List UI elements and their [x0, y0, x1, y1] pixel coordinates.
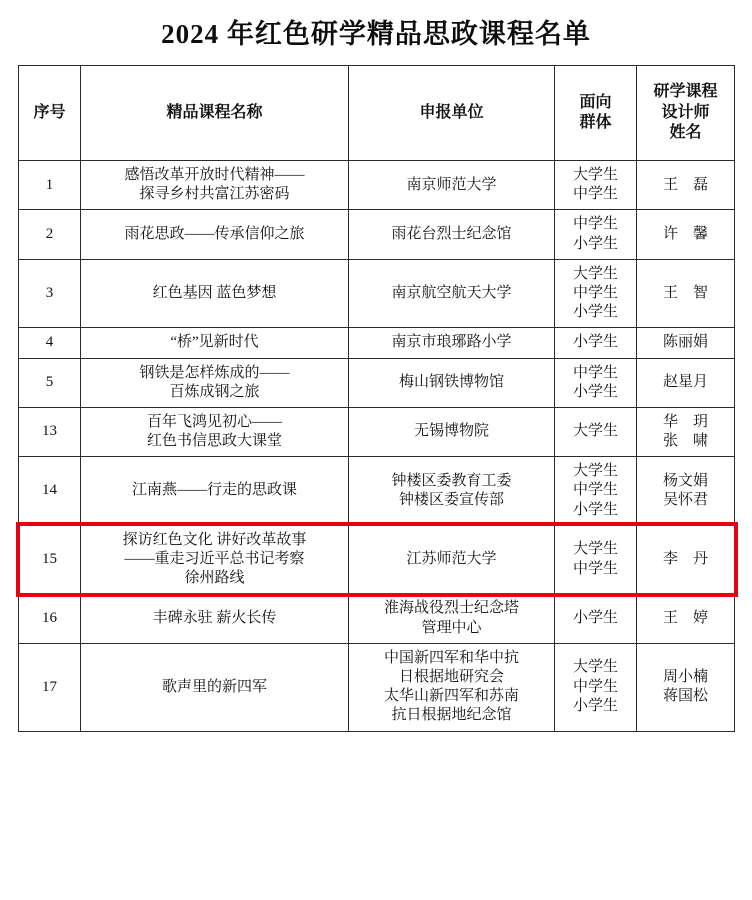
target-group-line-1: 大学生: [572, 167, 618, 183]
cell-course-name: [81, 259, 349, 328]
cell-applicant-unit: [349, 259, 555, 328]
designer-name-line-1: 王 智: [662, 284, 708, 301]
column-header-applicant-unit-line: 申报单位: [419, 103, 484, 121]
target-group-line-1: 小学生: [572, 609, 618, 626]
target-group-line-3: 小学生: [572, 697, 618, 714]
target-group-line-2: 中学生: [572, 482, 618, 499]
table-row: [19, 643, 735, 731]
applicant-unit-line-2: 钟楼区委宣传部: [398, 492, 504, 509]
designer-name-line-2: 吴怀君: [662, 492, 708, 509]
table-row: [19, 525, 735, 594]
cell-designer-name: [637, 643, 735, 731]
course-name-line-1: 探访红色文化 讲好改革故事: [122, 531, 307, 548]
table-row: [19, 594, 735, 643]
cell-serial-number: 13: [19, 407, 81, 456]
cell-applicant-unit: [349, 161, 555, 210]
column-header-no: [19, 66, 81, 161]
designer-name-line-2: 张 啸: [662, 433, 708, 450]
applicant-unit-line-2: 管理中心: [421, 619, 482, 636]
column-header-designer: [637, 66, 735, 161]
column-header-designer-line-3: 姓名: [669, 124, 702, 142]
cell-applicant-unit: [349, 210, 555, 259]
cell-designer-name: [637, 161, 735, 210]
designer-name-line-1: 杨文娟: [662, 472, 708, 489]
table-row: [19, 210, 735, 259]
cell-serial-number: 4: [19, 328, 81, 358]
table-row: [19, 328, 735, 358]
cell-designer-name: [637, 594, 735, 643]
cell-designer-name: [637, 210, 735, 259]
course-list-table: [18, 65, 735, 732]
column-header-target-group-line-2: 群体: [579, 114, 612, 131]
cell-applicant-unit: [349, 358, 555, 407]
page-title: 2024 年红色研学精品思政课程名单: [161, 19, 591, 49]
course-name-line-1: 感悟改革开放时代精神——: [124, 167, 305, 183]
target-group-line-2: 中学生: [572, 560, 618, 577]
course-name-line-1: 雨花思政——传承信仰之旅: [124, 225, 305, 242]
column-header-target-group: [555, 66, 637, 161]
cell-target-group: [555, 407, 637, 456]
column-header-target-group-line-1: 面向: [579, 93, 612, 111]
target-group-line-1: 中学生: [572, 364, 618, 381]
designer-name-line-1: 王 婷: [662, 609, 708, 626]
target-group-line-1: 小学生: [572, 334, 618, 351]
cell-serial-number: 14: [19, 457, 81, 526]
cell-target-group: [555, 210, 637, 259]
applicant-unit-line-1: 中国新四军和华中抗: [383, 649, 519, 666]
applicant-unit-line-1: 淮海战役烈士纪念塔: [383, 600, 519, 617]
target-group-line-1: 大学生: [572, 463, 618, 480]
course-name-line-2: 红色书信思政大课堂: [146, 433, 282, 450]
applicant-unit-line-1: 钟楼区委教育工委: [391, 472, 512, 489]
target-group-line-3: 小学生: [572, 501, 618, 518]
course-name-line-2: 百炼成钢之旅: [169, 383, 260, 400]
applicant-unit-line-1: 南京市琅琊路小学: [391, 334, 512, 351]
cell-course-name: [81, 594, 349, 643]
cell-course-name: [81, 457, 349, 526]
cell-target-group: [555, 161, 637, 210]
table-body: [19, 161, 735, 732]
cell-applicant-unit: [349, 594, 555, 643]
cell-applicant-unit: [349, 643, 555, 731]
cell-target-group: [555, 259, 637, 328]
applicant-unit-line-1: 雨花台烈士纪念馆: [391, 225, 512, 242]
course-name-line-2: 探寻乡村共富江苏密码: [139, 186, 290, 203]
target-group-line-1: 大学生: [572, 659, 618, 676]
cell-target-group: [555, 328, 637, 358]
cell-applicant-unit: [349, 525, 555, 594]
cell-serial-number: 2: [19, 210, 81, 259]
column-header-course-name-line: 精品课程名称: [166, 103, 263, 121]
column-header-no-line: 序号: [33, 103, 66, 121]
course-name-line-2: ——重走习近平总书记考察: [124, 551, 305, 567]
target-group-line-1: 大学生: [572, 541, 618, 558]
cell-course-name: [81, 525, 349, 594]
column-header-course-name: [81, 66, 349, 161]
cell-designer-name: [637, 328, 735, 358]
table-row: [19, 457, 735, 526]
applicant-unit-line-4: 抗日根据地纪念馆: [391, 707, 512, 724]
cell-course-name: [81, 407, 349, 456]
cell-target-group: [555, 457, 637, 526]
target-group-line-2: 小学生: [572, 383, 618, 400]
applicant-unit-line-3: 太华山新四军和苏南: [383, 688, 519, 705]
course-name-line-1: “桥”见新时代: [170, 334, 259, 351]
target-group-line-2: 中学生: [572, 284, 618, 301]
applicant-unit-line-1: 南京师范大学: [406, 176, 497, 193]
applicant-unit-line-1: 江苏师范大学: [406, 551, 497, 567]
cell-designer-name: [637, 407, 735, 456]
course-name-line-1: 钢铁是怎样炼成的——: [139, 364, 290, 381]
course-name-line-1: 歌声里的新四军: [161, 678, 267, 695]
cell-target-group: [555, 643, 637, 731]
designer-name-line-1: 许 馨: [662, 225, 708, 242]
cell-applicant-unit: [349, 407, 555, 456]
cell-target-group: [555, 358, 637, 407]
cell-serial-number: 3: [19, 259, 81, 328]
cell-designer-name: [637, 457, 735, 526]
table-row: [19, 358, 735, 407]
applicant-unit-line-1: 梅山钢铁博物馆: [398, 374, 504, 391]
applicant-unit-line-1: 无锡博物院: [413, 423, 489, 440]
course-name-line-1: 丰碑永驻 薪火长传: [152, 609, 277, 626]
cell-course-name: [81, 328, 349, 358]
designer-name-line-1: 王 磊: [662, 176, 708, 193]
column-header-designer-line-2: 设计师: [661, 103, 710, 121]
course-name-line-1: 百年飞鸿见初心——: [146, 413, 282, 430]
cell-serial-number: 15: [19, 525, 81, 594]
course-name-line-1: 红色基因 蓝色梦想: [152, 284, 277, 301]
applicant-unit-line-1: 南京航空航天大学: [391, 284, 512, 301]
designer-name-line-1: 周小楠: [662, 668, 708, 685]
table-row: [19, 407, 735, 456]
table-header-row: [19, 66, 735, 161]
cell-course-name: [81, 210, 349, 259]
cell-course-name: [81, 643, 349, 731]
target-group-line-1: 大学生: [572, 423, 618, 440]
target-group-line-2: 中学生: [572, 678, 618, 695]
target-group-line-1: 大学生: [572, 265, 618, 282]
table-row: [19, 161, 735, 210]
target-group-line-2: 小学生: [572, 235, 618, 252]
cell-designer-name: [637, 358, 735, 407]
cell-serial-number: 5: [19, 358, 81, 407]
course-name-line-1: 江南燕——行走的思政课: [131, 482, 297, 499]
designer-name-line-1: 陈丽娟: [662, 334, 708, 351]
cell-target-group: [555, 594, 637, 643]
column-header-applicant-unit: [349, 66, 555, 161]
cell-course-name: [81, 161, 349, 210]
column-header-designer-line-1: 研学课程: [653, 83, 718, 101]
cell-course-name: [81, 358, 349, 407]
course-name-line-3: 徐州路线: [184, 570, 245, 587]
designer-name-line-1: 李 丹: [662, 551, 708, 567]
designer-name-line-1: 赵星月: [662, 374, 708, 391]
target-group-line-3: 小学生: [572, 304, 618, 321]
cell-applicant-unit: [349, 328, 555, 358]
cell-designer-name: [637, 525, 735, 594]
designer-name-line-1: 华 玥: [662, 413, 708, 430]
designer-name-line-2: 蒋国松: [662, 688, 708, 705]
cell-serial-number: 16: [19, 594, 81, 643]
table-row: [19, 259, 735, 328]
cell-applicant-unit: [349, 457, 555, 526]
cell-serial-number: 17: [19, 643, 81, 731]
target-group-line-1: 中学生: [572, 216, 618, 233]
table-header: [19, 66, 735, 161]
target-group-line-2: 中学生: [572, 186, 618, 203]
cell-target-group: [555, 525, 637, 594]
applicant-unit-line-2: 日根据地研究会: [398, 668, 504, 685]
cell-serial-number: 1: [19, 161, 81, 210]
cell-designer-name: [637, 259, 735, 328]
